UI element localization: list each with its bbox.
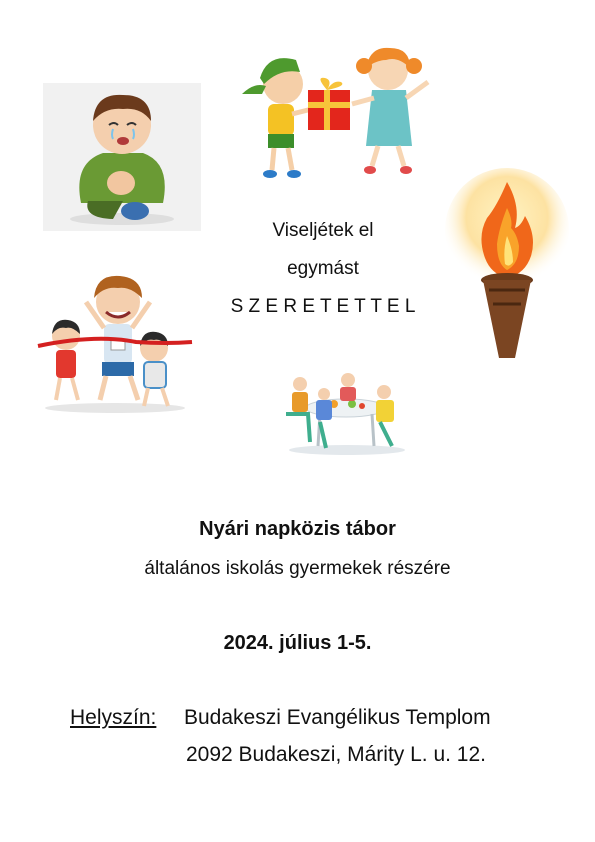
motto-line-1: Viseljétek el xyxy=(272,220,374,241)
gift-giving-children-illustration xyxy=(238,42,443,184)
running-race-children-illustration xyxy=(36,262,194,414)
motto-line-2: egymást xyxy=(287,258,359,279)
event-title: Nyári napközis tábor xyxy=(199,518,396,540)
event-date: 2024. július 1-5. xyxy=(223,632,372,654)
location-address: 2092 Budakeszi, Márity L. u. 12. xyxy=(186,743,486,766)
motto-line-3: S Z E R E T E T T E L xyxy=(230,296,416,317)
torch-illustration xyxy=(441,166,571,362)
crying-boy-illustration xyxy=(43,83,201,231)
location-label: Helyszín: xyxy=(70,706,157,729)
event-subtitle: általános iskolás gyermekek részére xyxy=(144,558,451,579)
location-venue: Budakeszi Evangélikus Templom xyxy=(184,706,491,729)
children-eating-table-illustration xyxy=(280,370,414,458)
